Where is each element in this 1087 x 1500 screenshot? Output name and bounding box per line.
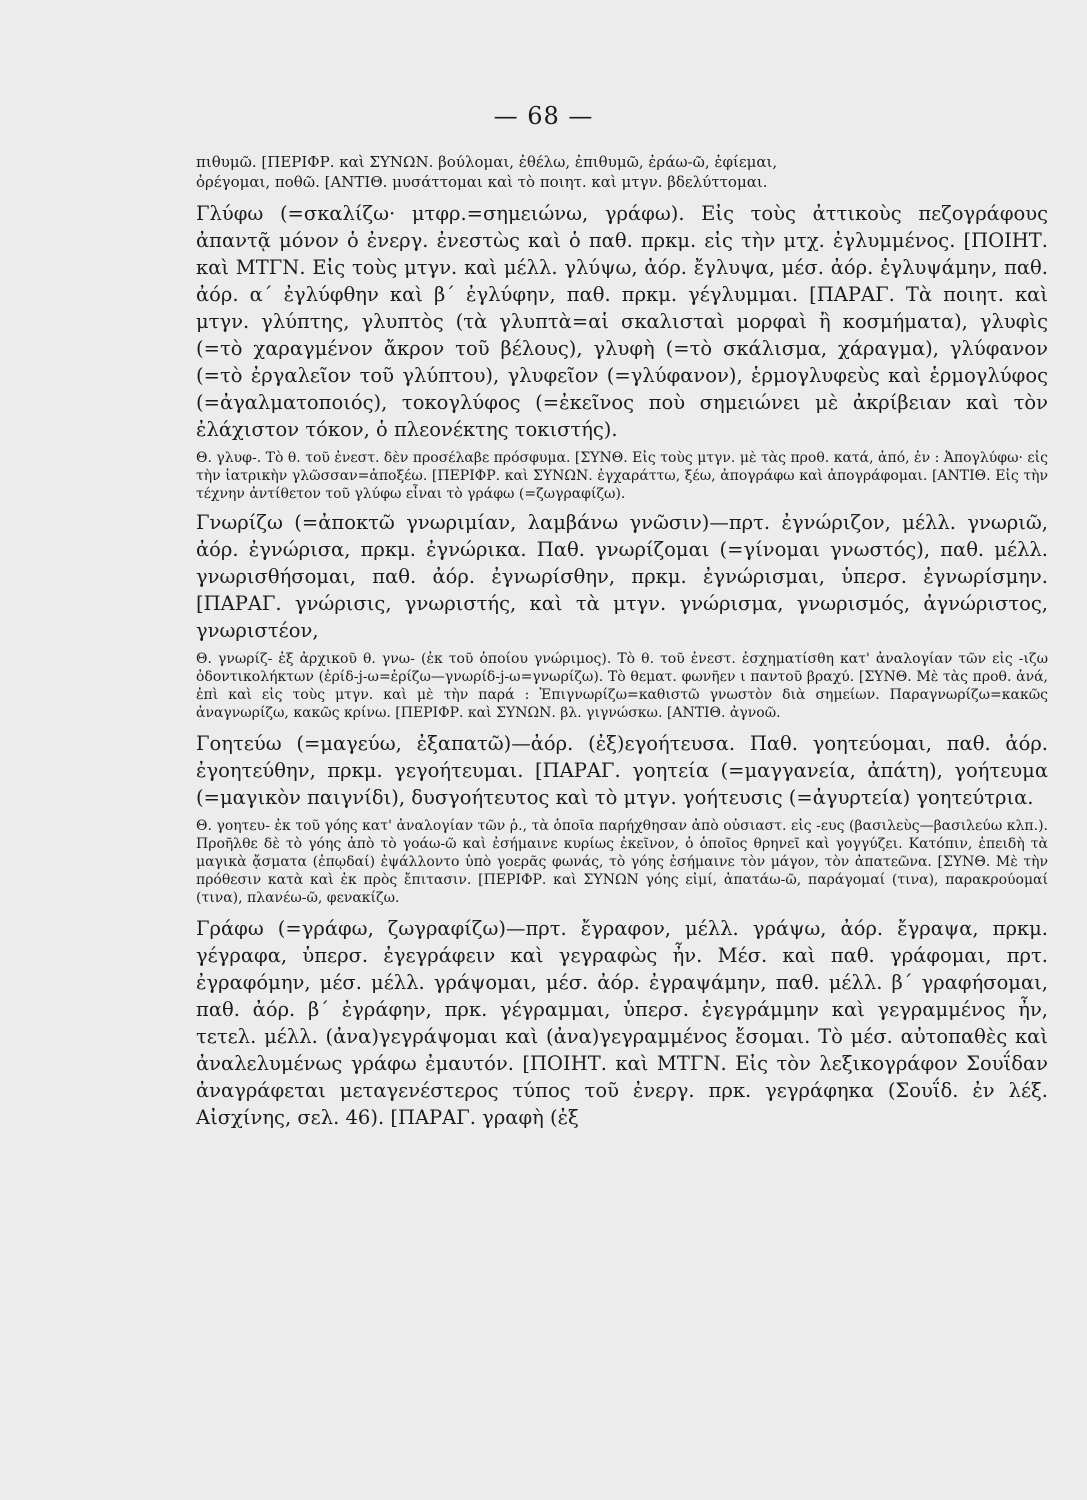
entry-gnorizo-note: Θ. γνωρίζ- ἐξ ἀρχικοῦ θ. γνω- (ἐκ τοῦ ὁποίου γνώριμος). Τὸ θ. τοῦ ἐνεστ. ἐσχηματίσθη κατ' ἀναλογίαν τῶν εἰς -ιζω ὀδοντικολήκτων (ἐρίδ-j-ω=ἐρίζω—γνωρίδ-j-ω=γνωρίζω). Τὸ θεματ. φωνῆεν ι παντοῦ βραχύ. [ΣΥΝΘ. Μὲ τὰς προθ. ἀνά, ἐπὶ καὶ εἰς τοὺς μτγν. καὶ μὲ τὴν παρά : Ἐπιγνωρίζω=καθιστῶ γνωστὸν διὰ σημείων. Παραγνωρίζω=κακῶς ἀναγνωρίζω, κακῶς κρίνω. [ΠΕΡΙΦΡ. καὶ ΣΥΝΩΝ. βλ. γιγνώσκω. [ΑΝΤΙΘ. ἀγνοῶ.: [196, 651, 1048, 721]
dictionary-text: [196, 152, 1048, 1131]
entry-glypho: Γλύφω (=σκαλίζω· μτφρ.=σημειώνω, γράφω). Εἰς τοὺς ἀττικοὺς πεζογράφους ἀπαντᾷ μόνον ὁ ἐνεργ. ἐνεστὼς καὶ ὁ παθ. πρκμ. εἰς τὴν μτχ. ἐγλυμμένος. [ΠΟΙΗΤ. καὶ ΜΤΓΝ. Εἰς τοὺς μτγν. καὶ μέλλ. γλύψω, ἀόρ. ἔγλυψα, μέσ. ἀόρ. ἐγλυψάμην, παθ. ἀόρ. α΄ ἐγλύφθην καὶ β΄ ἐγλύφην, παθ. πρκμ. γέγλυμμαι. [ΠΑΡΑΓ. Τὰ ποιητ. καὶ μτγν. γλύπτης, γλυπτὸς (τὰ γλυπτὰ=αἱ σκαλισταὶ μορφαὶ ἢ κοσμήματα), γλυφὶς (=τὸ χαραγμένον ἄκρον τοῦ βέλους), γλυφὴ (=τὸ σκάλισμα, χάραγμα), γλύφανον (=τὸ ἐργαλεῖον τοῦ γλύπτου), γλυφεῖον (=γλύφανον), ἑρμογλυφεὺς καὶ ἑρμογλύφος (=ἀγαλματοποιός), τοκογλύφος (=ἐκεῖνος ποὺ σημειώνει μὲ ἀκρίβειαν καὶ τὸν ἐλάχιστον τόκον, ὁ πλεονέκτης τοκιστής).: [196, 202, 1048, 441]
page-number: — 68 —: [493, 102, 594, 130]
entry-goiteuo: Γοητεύω (=μαγεύω, ἐξαπατῶ)—ἀόρ. (ἐξ)εγοήτευσα. Παθ. γοητεύομαι, παθ. ἀόρ. ἐγοητεύθην, πρκμ. γεγοήτευμαι. [ΠΑΡΑΓ. γοητεία (=μαγγανεία, ἀπάτη), γοήτευμα (=μαγικὸν παιγνίδι), δυσγοήτευτος καὶ τὸ μτγν. γοήτευσις (=ἀγυρτεία) γοητεύτρια.: [196, 732, 1048, 809]
entry-goiteuo-note: Θ. γοητευ- ἐκ τοῦ γόης κατ' ἀναλογίαν τῶν ῥ., τὰ ὁποῖα παρήχθησαν ἀπὸ οὐσιαστ. εἰς -ευς (βασιλεὺς—βασιλεύω κλπ.). Προῆλθε δὲ τὸ γόης ἀπὸ τὸ γοάω-ῶ καὶ ἐσήμαινε κυρίως ἐκεῖνον, ὁ ὁποῖος θρηνεῖ καὶ γογγύζει. Κατόπιν, ἐπειδὴ τὰ μαγικὰ ᾄσματα (ἐπῳδαί) ἐψάλλοντο ὑπὸ γοερᾶς φωνάς, τὸ γόης ἐσήμαινε τὸν μάγον, τὸν ἀπατεῶνα. [ΣΥΝΘ. Μὲ τὴν πρόθεσιν κατὰ καὶ ἐκ πρὸς ἔπιτασιν. [ΠΕΡΙΦΡ. καὶ ΣΥΝΩΝ γόης εἰμί, ἀπατάω-ῶ, παράγομαί (τινα), παρακρούομαί (τινα), πλανέω-ῶ, φενακίζω.: [196, 818, 1048, 906]
continuation-line-2: ὀρέγομαι, ποθῶ. [ΑΝΤΙΘ. μυσάττομαι καὶ τὸ ποιητ. καὶ μτγν. βδελύττομαι.: [196, 173, 768, 191]
continuation-line-1: πιθυμῶ. [ΠΕΡΙΦΡ. καὶ ΣΥΝΩΝ. βούλομαι, ἐθέλω, ἐπιθυμῶ, ἐράω-ῶ, ἐφίεμαι,: [196, 153, 778, 171]
entry-glypho-note: Θ. γλυφ-. Τὸ θ. τοῦ ἐνεστ. δὲν προσέλαβε πρόσφυμα. [ΣΥΝΘ. Εἰς τοὺς μτγν. μὲ τὰς προθ. κατά, ἀπό, ἐν : Ἀπογλύφω· εἰς τὴν ἰατρικὴν γλῶσσαν=ἀποξέω. [ΠΕΡΙΦΡ. καὶ ΣΥΝΩΝ. ἐγχαράττω, ξέω, ἀπογράφω καὶ ἀπογράφομαι. [ΑΝΤΙΘ. Εἰς τὴν τέχνην ἀντίθετον τοῦ γλύφω εἶναι τὸ γράφω (=ζωγραφίζω).: [196, 450, 1048, 502]
entry-grapho: Γράφω (=γράφω, ζωγραφίζω)—πρτ. ἔγραφον, μέλλ. γράψω, ἀόρ. ἔγραψα, πρκμ. γέγραφα, ὑπερσ. ἐγεγράφειν καὶ γεγραφὼς ἦν. Μέσ. καὶ παθ. γράφομαι, πρτ. ἐγραφόμην, μέσ. μέλλ. γράψομαι, μέσ. ἀόρ. ἐγραψάμην, παθ. μέλλ. β΄ γραφήσομαι, παθ. ἀόρ. β΄ ἐγράφην, πρκ. γέγραμμαι, ὑπερσ. ἐγεγράμμην καὶ γεγραμμένος ἦν, τετελ. μέλλ. (ἀνα)γεγράψομαι καὶ (ἀνα)γεγραμμένος ἔσομαι. Τὸ μέσ. αὐτοπαθὲς καὶ ἀναλελυμένως γράφω ἐμαυτόν. [ΠΟΙΗΤ. καὶ ΜΤΓΝ. Εἰς τὸν λεξικογράφον Σουΐδαν ἀναγράφεται μεταγενέστερος τύπος τοῦ ἐνεργ. πρκ. γεγράφηκα (Σουΐδ. ἐν λέξ. Αἰσχίνης, σελ. 46). [ΠΑΡΑΓ. γραφὴ (ἐξ: [196, 917, 1048, 1129]
entry-gnorizo: Γνωρίζω (=ἀποκτῶ γνωριμίαν, λαμβάνω γνῶσιν)—πρτ. ἐγνώριζον, μέλλ. γνωριῶ, ἀόρ. ἐγνώρισα, πρκμ. ἐγνώρικα. Παθ. γνωρίζομαι (=γίνομαι γνωστός), παθ. μέλλ. γνωρισθήσομαι, παθ. ἀόρ. ἐγνωρίσθην, πρκμ. ἐγνώρισμαι, ὑπερσ. ἐγνωρίσμην. [ΠΑΡΑΓ. γνώρισις, γνωριστής, καὶ τὰ μτγν. γνώρισμα, γνωρισμός, ἀγνώριστος, γνωριστέον,: [196, 511, 1048, 642]
